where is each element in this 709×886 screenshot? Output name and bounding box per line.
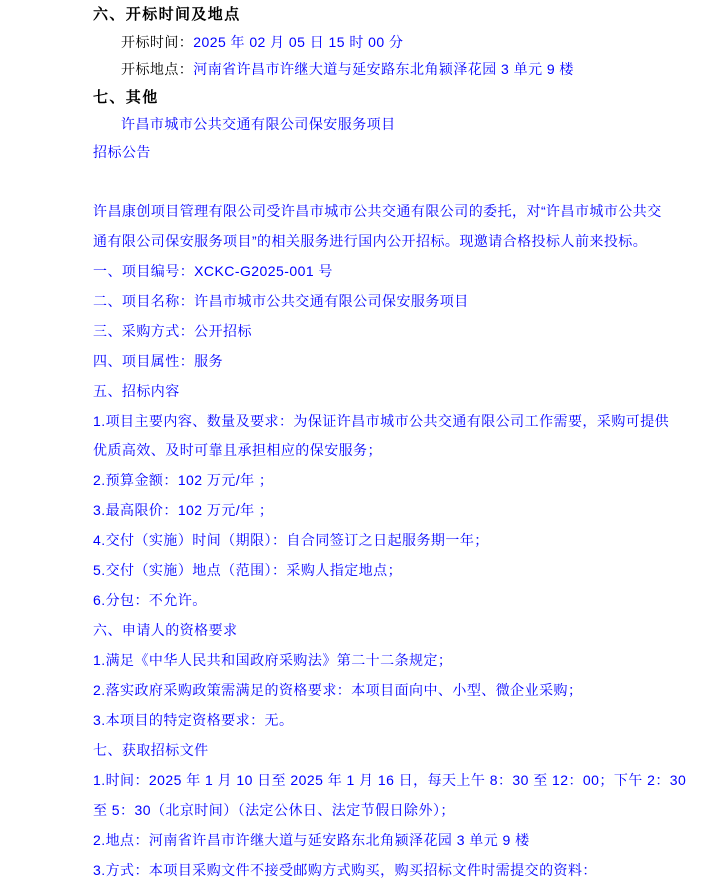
doc-line: 通有限公司保安服务项目”的相关服务进行国内公开招标。现邀请合格投标人前来投标。 <box>93 232 648 249</box>
doc-line: 至 5：30（北京时间）（法定公休日、法定节假日除外）； <box>93 801 455 818</box>
document-body-section <box>93 197 689 886</box>
field-line <box>93 56 689 84</box>
document-header-section <box>93 1 689 167</box>
doc-line: 2.预算金额：102 万元/年 ； <box>93 472 274 489</box>
field-value: 河南省许昌市许继大道与延安路东北角颍泽花园 3 单元 9 楼 <box>193 61 574 78</box>
field-value: 2025 年 02 月 05 日 15 时 00 分 <box>193 33 404 50</box>
doc-line: 1.时间：2025 年 1 月 10 日至 2025 年 1 月 16 日，每天上午 8：30 至 12：00；下午 2：30 <box>93 771 687 788</box>
doc-line: 5.交付（实施）地点（范围）：采购人指定地点； <box>93 562 403 579</box>
doc-line: 一、项目编号：XCKC-G2025-001 号 <box>93 262 333 279</box>
section-heading: 七、其他 <box>93 88 159 106</box>
doc-line: 招标公告 <box>93 143 151 160</box>
doc-line: 七、获取招标文件 <box>93 741 209 758</box>
section-heading: 六、开标时间及地点 <box>93 6 241 23</box>
doc-line: 四、项目属性：服务 <box>93 352 224 369</box>
field-line <box>93 29 689 57</box>
doc-line: 五、招标内容 <box>93 382 180 399</box>
doc-line: 3.本项目的特定资格要求：无。 <box>93 711 294 728</box>
doc-line: 1.满足《中华人民共和国政府采购法》第二十二条规定； <box>93 652 453 669</box>
field-label: 开标地点： <box>121 61 194 78</box>
project-title-line: 许昌市城市公共交通有限公司保安服务项目 <box>121 116 396 133</box>
doc-line: 3.最高限价：102 万元/年 ； <box>93 502 274 519</box>
doc-line: 二、项目名称：许昌市城市公共交通有限公司保安服务项目 <box>93 292 469 309</box>
doc-line: 6.分包：不允许。 <box>93 592 207 609</box>
doc-line: 4.交付（实施）时间（期限）：自合同签订之日起服务期一年； <box>93 532 489 549</box>
doc-line: 3.方式：本项目采购文件不接受邮购方式购买，购买招标文件时需提交的资料： <box>93 861 597 878</box>
doc-line: 三、采购方式：公开招标 <box>93 322 252 339</box>
doc-line: 许昌康创项目管理有限公司受许昌市城市公共交通有限公司的委托，对“许昌市城市公共交 <box>93 202 662 219</box>
doc-line: 六、申请人的资格要求 <box>93 622 238 639</box>
doc-line: 1.项目主要内容、数量及要求：为保证许昌市城市公共交通有限公司工作需要，采购可提供 <box>93 412 670 429</box>
doc-line: 优质高效、及时可靠且承担相应的保安服务； <box>93 442 382 459</box>
doc-line: 2.地点：河南省许昌市许继大道与延安路东北角颍泽花园 3 单元 9 楼 <box>93 831 530 848</box>
field-label: 开标时间： <box>121 33 194 50</box>
doc-line: 2.落实政府采购政策需满足的资格要求：本项目面向中、小型、微企业采购； <box>93 681 583 698</box>
